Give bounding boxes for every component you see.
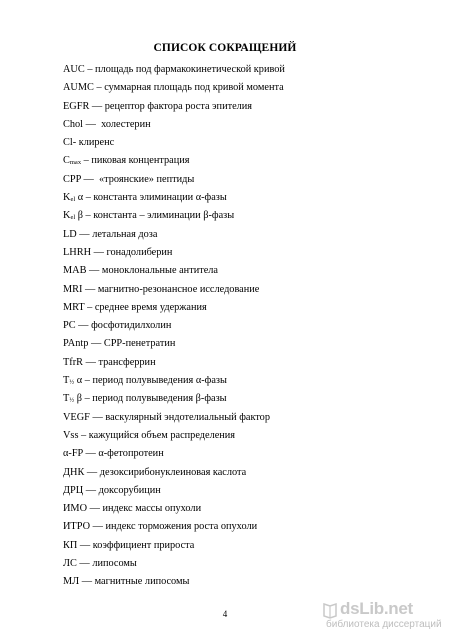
separator: – [81, 155, 92, 167]
abbreviation: α-FP [63, 448, 83, 460]
separator: – [82, 375, 93, 387]
list-item [63, 335, 403, 353]
definition: константа элиминации α-фазы [93, 192, 227, 204]
separator: — [84, 466, 100, 478]
definition: клиренс [78, 137, 115, 149]
abbreviation: PC [63, 320, 76, 332]
list-item [63, 390, 403, 408]
list-item [63, 464, 403, 482]
watermark [322, 599, 442, 631]
list-item [63, 555, 403, 573]
abbreviation: Chol [63, 118, 84, 130]
definition: васкулярный эндотелиальный фактор [105, 411, 270, 423]
definition: гонадолиберин [106, 246, 173, 258]
definition: суммарная площадь под кривой момента [104, 82, 284, 94]
separator: — [89, 411, 106, 423]
separator: – [82, 393, 93, 405]
definition: липосомы [92, 558, 137, 570]
definition: CPP-пенетратин [103, 338, 176, 350]
separator: – [82, 210, 94, 222]
abbreviation: MRT [63, 301, 85, 313]
abbreviation: ЛС [63, 558, 77, 570]
list-item [63, 79, 403, 97]
abbreviation-subscript: ½ [69, 379, 75, 387]
abbreviation: MRI [63, 283, 83, 295]
separator: - [72, 137, 79, 149]
definition: пиковая концентрация [91, 155, 190, 167]
separator: – [84, 64, 96, 75]
separator: — [82, 283, 98, 295]
abbreviation: AUC [63, 64, 85, 75]
definition: фосфотидилхолин [91, 320, 172, 332]
abbreviation: МЛ [63, 576, 80, 588]
list-item [63, 537, 403, 555]
list-item [63, 482, 403, 500]
definition: площадь под фармакокинетической кривой [95, 64, 285, 75]
watermark-brand: dsLib.net [340, 599, 413, 618]
definition: индекс торможения роста опухоли [105, 521, 258, 533]
list-item [63, 189, 403, 207]
definition: период полувыведения α-фазы [92, 375, 227, 387]
abbreviation: VEGF [63, 411, 90, 423]
separator: – [78, 429, 89, 441]
abbreviation: ДРЦ [63, 484, 84, 496]
abbreviation: TfrR [63, 356, 84, 368]
definition: кажущийся объем распределения [88, 429, 236, 441]
abbreviation: Vss [63, 429, 79, 441]
separator: – [83, 192, 94, 204]
separator: — [83, 356, 99, 368]
abbreviation: ДНК [63, 466, 85, 478]
watermark-tagline: библиотека диссертаций [326, 619, 442, 630]
definition: моноклональные антитела [101, 265, 218, 277]
list-item [63, 207, 403, 225]
separator: — [88, 338, 104, 350]
definition: холестерин [101, 118, 151, 130]
separator: — [79, 576, 95, 588]
abbreviation: CPP [63, 173, 81, 185]
abbreviation: T [63, 375, 70, 387]
abbreviation: КП [63, 539, 78, 551]
abbreviation: K [63, 210, 71, 222]
definition: константа – элиминации β-фазы [93, 210, 235, 222]
definition: доксорубицин [98, 484, 161, 496]
list-item [63, 518, 403, 536]
abbreviation: ИМО [63, 503, 88, 515]
abbreviation: EGFR [63, 100, 90, 112]
list-item [63, 299, 403, 317]
abbreviation: K [63, 192, 71, 204]
list-item [63, 171, 403, 189]
list-item [63, 409, 403, 427]
definition: магнитно-резонансное исследование [97, 283, 260, 295]
definition: дезоксирибонуклеиновая каслота [99, 466, 247, 478]
list-item [63, 354, 403, 372]
abbreviation: LHRH [63, 246, 92, 258]
list-item [63, 427, 403, 445]
abbreviation: PAntp [63, 338, 89, 350]
separator: — [82, 448, 99, 460]
separator: — [80, 173, 99, 185]
separator: — [76, 558, 93, 570]
separator: — [83, 118, 102, 130]
separator: — [91, 246, 107, 258]
page-title: СПИСОК СОКРАЩЕНИЙ [153, 42, 297, 54]
list-item [63, 500, 403, 518]
list-item [63, 317, 403, 335]
abbreviation: T [63, 393, 70, 405]
list-item [63, 281, 403, 299]
definition: летальная доза [92, 228, 158, 240]
abbreviation-list [63, 61, 403, 592]
abbreviation-subscript: ½ [69, 397, 75, 405]
list-item [63, 262, 403, 280]
list-item [63, 61, 403, 79]
separator: — [90, 521, 106, 533]
abbreviation-subscript: max [69, 159, 82, 167]
list-item [63, 116, 403, 134]
abbreviation-suffix: α [75, 192, 84, 204]
separator: — [86, 265, 102, 277]
list-item [63, 573, 403, 591]
definition: α-фетопротеин [98, 448, 164, 460]
separator: — [76, 228, 93, 240]
abbreviation-subscript: el [70, 196, 76, 204]
book-logo-icon [322, 601, 338, 619]
list-item [63, 98, 403, 116]
list-item [63, 372, 403, 390]
separator: — [75, 320, 92, 332]
definition: магнитные липосомы [94, 576, 190, 588]
abbreviation: C [63, 155, 70, 167]
separator: – [93, 82, 105, 94]
definition: трансферрин [98, 356, 156, 368]
separator: — [83, 484, 99, 496]
abbreviation: MAB [63, 265, 87, 277]
list-item [63, 134, 403, 152]
page-number: 4 [222, 609, 228, 619]
abbreviation: Cl [63, 137, 73, 149]
definition: «троянские» пептиды [98, 173, 195, 185]
abbreviation-suffix: β [74, 393, 82, 405]
definition: период полувыведения β-фазы [92, 393, 227, 405]
list-item [63, 244, 403, 262]
abbreviation-suffix: β [75, 210, 83, 222]
abbreviation-suffix: α [74, 375, 83, 387]
separator: — [89, 100, 105, 112]
separator: — [77, 539, 93, 551]
definition: среднее время удержания [94, 301, 207, 313]
separator: — [87, 503, 103, 515]
abbreviation: ИТРО [63, 521, 91, 533]
list-item [63, 152, 403, 170]
definition: рецептор фактора роста эпителия [104, 100, 253, 112]
abbreviation: LD [63, 228, 77, 240]
separator: – [84, 301, 95, 313]
list-item [63, 226, 403, 244]
definition: индекс массы опухоли [102, 503, 202, 515]
abbreviation: AUMC [63, 82, 94, 94]
definition: коэффициент прироста [92, 539, 195, 551]
list-item [63, 445, 403, 463]
abbreviation-subscript: el [70, 214, 76, 222]
